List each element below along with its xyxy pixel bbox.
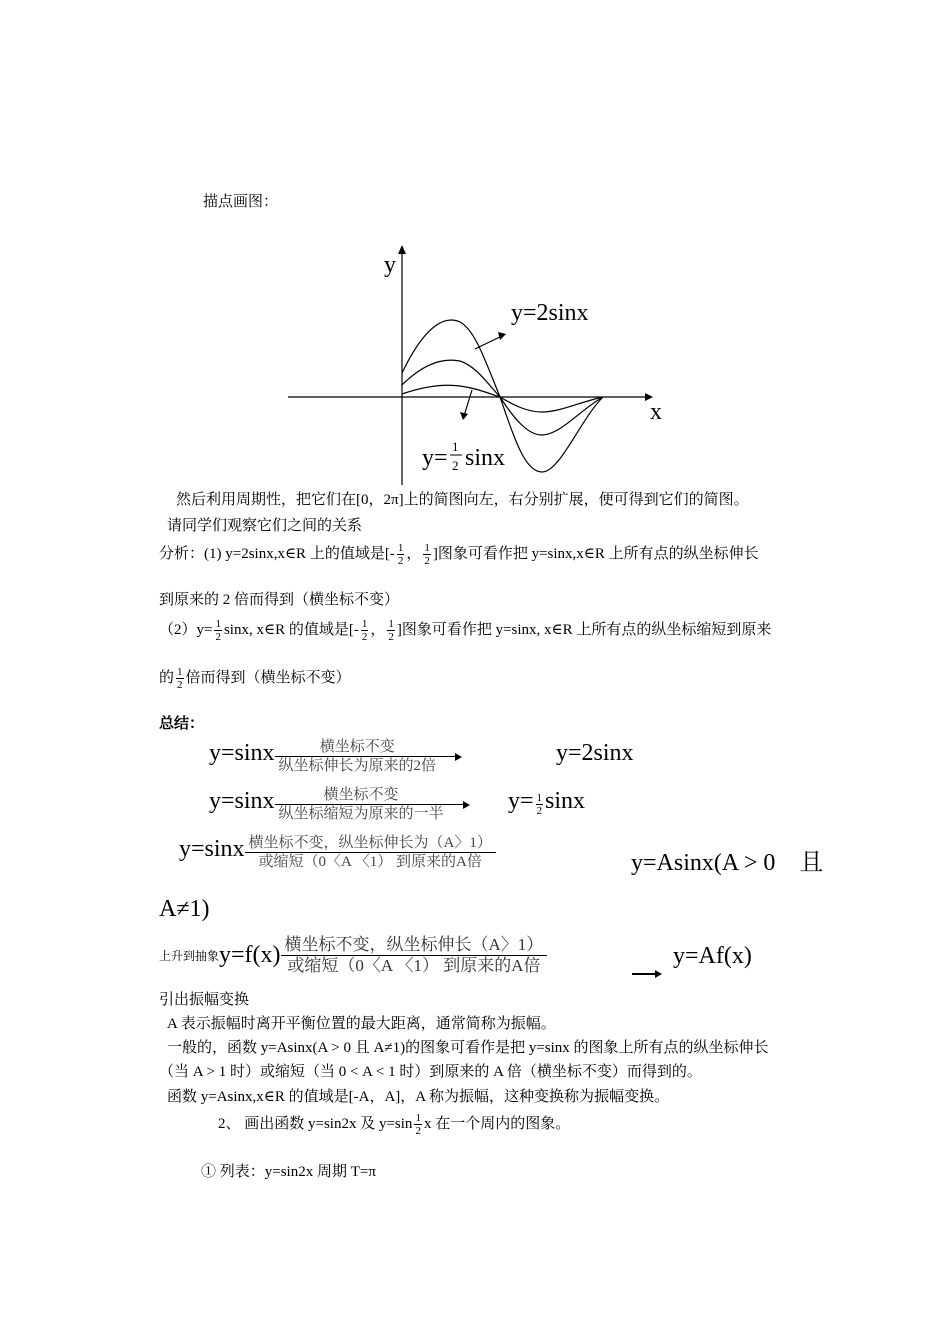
section-heading-plot: 描点画图： [203,194,279,210]
y-axis-arrow [398,245,406,254]
summary-row-4: 上升到抽象y=f(x) 横坐标不变，纵坐标伸长（A〉1） 或缩短（0〈A 〈1） 到原来的A倍 [159,935,547,976]
lead-amplitude: 引出振幅变换 [159,992,250,1008]
para-general-1: 一般的，函数 y=Asinx(A > 0 且 A≠1)的图象可看作是把 y=sinx 的图象上所有点的纵坐标伸长 [167,1040,769,1056]
label-half-prefix: y= [422,445,448,471]
summary-row-1-result: y=2sinx [556,740,634,766]
arrow-icon [632,969,662,979]
summary-title: 总结： [159,716,205,732]
para-observe: 请同学们观察它们之间的关系 [167,518,363,534]
analysis-1-line1: 分析：(1) y=2sinx,x∈R 上的值域是[- $\frac{1}{2}$ ， $\frac{1}{2}$ ]图象可看作把 y=sinx,x∈R 上所有点的纵坐标伸长 [159,542,759,568]
label-2sinx: y=2sinx [511,300,589,326]
x-axis-label: x [650,399,662,425]
pointer-2sinx [475,336,502,349]
analysis-1-line2: 到原来的 2 倍而得到（横坐标不变） [159,592,400,608]
table-step: ① 列表：y=sin2x 周期 T=π [201,1164,376,1180]
analysis-2-line1: （2）y= $\frac{1}{2}$ sinx, x∈R 的值域是[- $\frac{1}{2}$ ， $\frac{1}{2}$ ]图象可看作把 y=sinx, x∈R 上所有点的纵坐标缩短到原来 [159,618,772,644]
summary-row-4-result: y=Af(x) [673,943,752,969]
label-half-suffix: sinx [465,445,506,471]
para-a-meaning: A 表示振幅时离开平衡位置的最大距离，通常简称为振幅。 [167,1016,556,1032]
sine-graph [280,240,680,490]
summary-row-1: y=sinx 横坐标不变 纵坐标伸长为原来的2倍 [209,738,462,775]
arrow-icon [440,752,462,762]
arrow-icon [448,800,470,810]
curve-half-sinx [402,385,603,412]
summary-row-2-result: y= $\frac{1}{2}$ sinx [508,788,586,817]
analysis-2-line2: 的 $\frac{1}{2}$ 倍而得到（横坐标不变） [159,666,351,692]
summary-row-3: y=sinx 横坐标不变，纵坐标伸长为（A〉1） 或缩短（0〈A 〈1） 到原来的A倍 [179,834,496,871]
label-half-den: 2 [452,458,459,473]
label-half-num: 1 [452,439,459,454]
summary-row-2: y=sinx 横坐标不变 纵坐标缩短为原来的一半 [209,786,470,823]
pointer-half-sinx [464,390,472,416]
para-range: 函数 y=Asinx,x∈R 的值域是[-A，A]，A 称为振幅，这种变换称为振幅变换。 [167,1089,670,1105]
para-general-2: （当 A > 1 时）或缩短（当 0 < A < 1 时）到原来的 A 倍（横坐标不变）而得到的。 [159,1064,702,1080]
task-2: 2、 画出函数 y=sin2x 及 y=sin $\frac{1}{2}$ x 在一个周内的图象。 [218,1112,571,1138]
y-axis-label: y [384,252,396,278]
summary-row-3-result-cont: A≠1) [159,896,210,922]
summary-row-3-result: y=Asinx(A > 0 且 [631,850,824,876]
para-periodicity: 然后利用周期性，把它们在[0，2π]上的简图向左，右分别扩展，便可得到它们的简图。 [176,492,749,508]
